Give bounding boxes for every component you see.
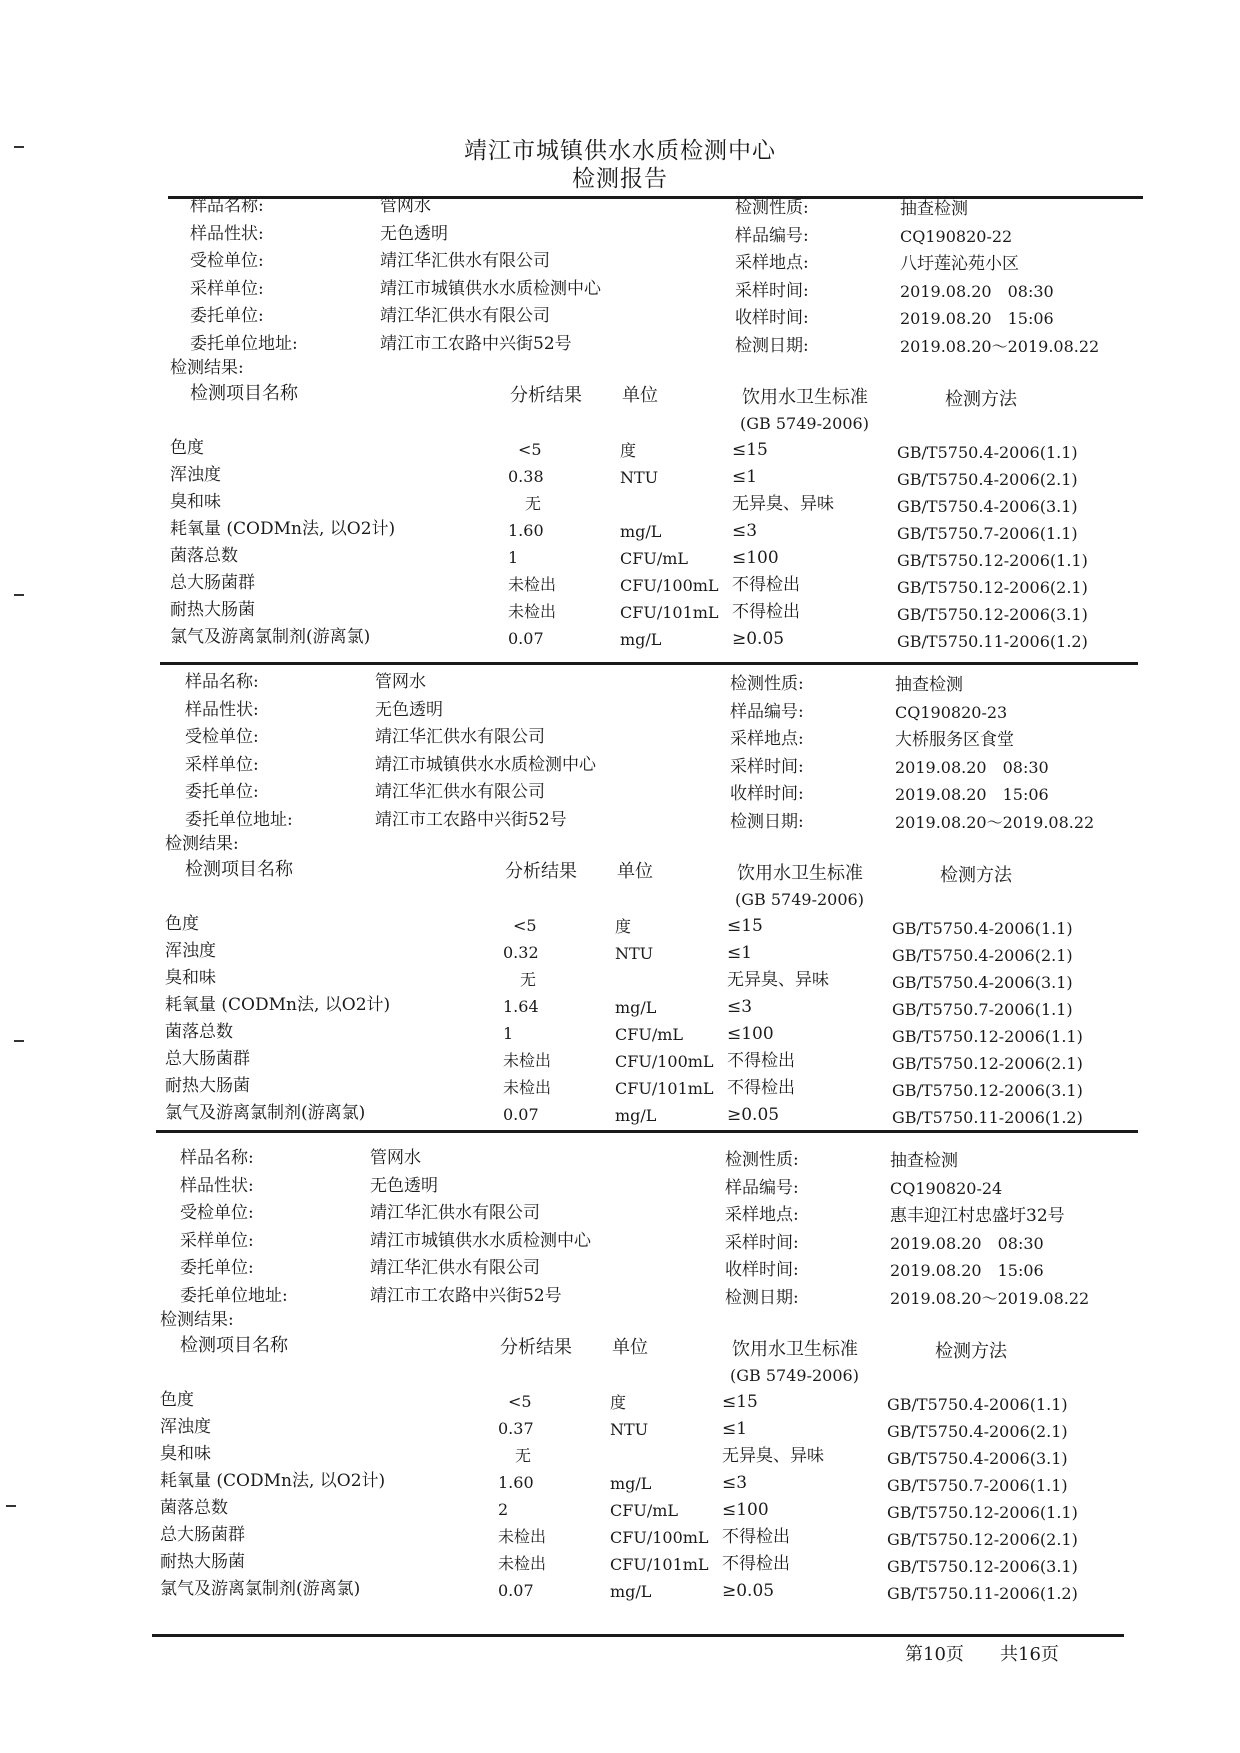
field-value: 靖江华汇供水有限公司 [370,1203,540,1223]
cell-result: 未检出 [498,1554,547,1573]
cell-method: GB/T5750.7-2006(1.1) [892,1000,1073,1019]
field-value: 抽查检测 [895,675,963,695]
field-label: 样品性状: [185,699,259,720]
section-divider [156,1130,1138,1133]
field-value: 惠丰迎江村忠盛圩32号 [890,1206,1065,1226]
cell-item: 色度 [170,438,204,458]
cell-result: <5 [518,440,542,459]
cell-method: GB/T5750.12-2006(3.1) [887,1557,1078,1576]
field-value: 靖江市城镇供水水质检测中心 [375,754,596,775]
cell-item: 浑浊度 [160,1417,211,1437]
field-value: 抽查检测 [890,1151,958,1171]
cell-method: GB/T5750.4-2006(2.1) [892,946,1073,965]
cell-item: 总大肠菌群 [170,573,255,593]
col-header-unit: 单位 [617,861,653,882]
cell-unit: CFU/100mL [615,1052,714,1071]
cell-item: 氯气及游离氯制剂(游离氯) [165,1103,366,1123]
cell-item: 耗氧量 (CODMn法, 以O2计) [170,519,396,539]
cell-std: 不得检出 [722,1527,790,1547]
cell-unit: CFU/101mL [620,603,719,622]
cell-result: 未检出 [503,1078,552,1097]
field-label: 检测日期: [735,335,809,356]
cell-std: 不得检出 [732,602,800,622]
cell-method: GB/T5750.11-2006(1.2) [892,1108,1083,1127]
cell-result: 无 [515,1446,532,1465]
page-total: 共16页 [1000,1644,1059,1665]
cell-std: ≥0.05 [727,1105,780,1125]
cell-item: 臭和味 [170,492,221,512]
field-label: 采样地点: [730,729,804,749]
cell-std: ≥0.05 [732,629,785,649]
cell-method: GB/T5750.12-2006(1.1) [897,551,1088,570]
cell-std: ≤1 [732,467,758,487]
field-value: 靖江市工农路中兴街52号 [375,809,567,830]
cell-method: GB/T5750.12-2006(2.1) [887,1530,1078,1549]
cell-item: 色度 [165,914,199,934]
cell-std: ≤100 [732,548,779,568]
field-label: 检测日期: [730,811,804,832]
cell-result: 无 [525,494,542,513]
col-header-method: 检测方法 [940,865,1012,886]
cell-std: ≤3 [727,997,753,1017]
field-label: 委托单位地址: [190,333,298,354]
cell-method: GB/T5750.4-2006(2.1) [897,470,1078,489]
field-label: 采样地点: [735,253,809,273]
cell-method: GB/T5750.12-2006(3.1) [897,605,1088,624]
field-label: 采样单位: [180,1230,254,1251]
field-label: 委托单位地址: [180,1285,288,1306]
cell-result: 0.07 [498,1581,534,1600]
cell-unit: mg/L [620,630,662,649]
field-label: 收样时间: [735,308,809,328]
cell-unit: 度 [615,917,632,936]
field-value: 靖江市城镇供水水质检测中心 [380,278,601,299]
cell-std: ≤100 [727,1024,774,1044]
cell-item: 耐热大肠菌 [170,600,255,620]
cell-item: 总大肠菌群 [160,1525,245,1545]
result-heading: 检测结果: [160,1310,234,1330]
cell-std: ≥0.05 [722,1581,775,1601]
cell-unit: CFU/mL [610,1501,679,1520]
binder-mark [14,1040,24,1042]
field-label: 委托单位: [180,1258,254,1278]
cell-item: 臭和味 [160,1444,211,1464]
col-header-std: 饮用水卫生标准 [732,1339,858,1360]
cell-item: 菌落总数 [165,1022,233,1042]
cell-unit: mg/L [615,998,657,1017]
cell-std: 不得检出 [722,1554,790,1574]
cell-std: ≤15 [732,440,768,460]
field-value: 管网水 [380,196,431,216]
field-label: 样品性状: [190,223,264,244]
cell-unit: mg/L [610,1582,652,1601]
col-header-result: 分析结果 [505,861,577,882]
field-label: 收样时间: [725,1260,799,1280]
cell-method: GB/T5750.4-2006(3.1) [897,497,1078,516]
field-value: 靖江市工农路中兴街52号 [370,1285,562,1306]
cell-result: 0.37 [498,1419,534,1438]
cell-result: 0.38 [508,467,544,486]
cell-unit: NTU [610,1420,649,1439]
cell-result: 未检出 [508,602,557,621]
result-heading: 检测结果: [170,358,244,378]
cell-method: GB/T5750.12-2006(2.1) [892,1054,1083,1073]
col-header-std: 饮用水卫生标准 [737,863,863,884]
cell-std: ≤1 [722,1419,748,1439]
field-value: 2019.08.20 08:30 [895,757,1049,777]
cell-result: 未检出 [503,1051,552,1070]
field-value: 2019.08.20～2019.08.22 [895,812,1095,832]
cell-item: 氯气及游离氯制剂(游离氯) [160,1579,361,1599]
field-value: 2019.08.20 15:06 [895,785,1049,804]
cell-item: 总大肠菌群 [165,1049,250,1069]
field-label: 委托单位: [190,306,264,326]
cell-method: GB/T5750.4-2006(3.1) [887,1449,1068,1468]
cell-result: 1 [503,1024,514,1043]
field-label: 采样单位: [185,754,259,775]
field-label: 样品名称: [190,196,264,216]
cell-method: GB/T5750.4-2006(1.1) [892,919,1073,938]
col-header-unit: 单位 [612,1337,648,1358]
cell-item: 臭和味 [165,968,216,988]
field-label: 采样时间: [735,280,809,301]
binder-mark [6,1505,16,1507]
field-value: 靖江华汇供水有限公司 [380,251,550,271]
field-label: 收样时间: [730,784,804,804]
col-header-method: 检测方法 [945,389,1017,410]
field-label: 样品编号: [735,225,809,246]
cell-result: 未检出 [498,1527,547,1546]
cell-std: ≤3 [732,521,758,541]
field-label: 采样时间: [725,1232,799,1253]
cell-result: 1 [508,548,519,567]
cell-item: 菌落总数 [170,546,238,566]
cell-item: 色度 [160,1390,194,1410]
field-label: 采样地点: [725,1205,799,1225]
cell-method: GB/T5750.12-2006(1.1) [887,1503,1078,1522]
section-divider [160,662,1138,665]
cell-std: 不得检出 [732,575,800,595]
field-value: CQ190820-22 [900,226,1013,246]
field-value: 无色透明 [380,223,448,244]
field-value: CQ190820-24 [890,1178,1003,1198]
cell-method: GB/T5750.12-2006(1.1) [892,1027,1083,1046]
field-value: 2019.08.20 15:06 [900,309,1054,328]
cell-result: 0.07 [508,629,544,648]
cell-result: <5 [508,1392,532,1411]
cell-method: GB/T5750.12-2006(2.1) [897,578,1088,597]
field-label: 委托单位: [185,782,259,802]
cell-method: GB/T5750.7-2006(1.1) [887,1476,1068,1495]
cell-unit: 度 [620,441,637,460]
field-label: 检测性质: [730,674,804,694]
cell-item: 浑浊度 [165,941,216,961]
cell-result: 1.60 [508,521,544,540]
cell-method: GB/T5750.11-2006(1.2) [897,632,1088,651]
col-header-std2: (GB 5749-2006) [730,1366,859,1385]
cell-std: 无异臭、异味 [722,1446,824,1466]
field-label: 样品编号: [725,1177,799,1198]
report-subtitle: 检测报告 [572,166,668,192]
cell-result: 1.64 [503,997,539,1016]
field-label: 检测性质: [735,198,809,218]
cell-std: 不得检出 [727,1051,795,1071]
cell-method: GB/T5750.11-2006(1.2) [887,1584,1078,1603]
field-value: 2019.08.20 08:30 [900,281,1054,301]
field-label: 样品编号: [730,701,804,722]
report-title: 靖江市城镇供水水质检测中心 [464,138,776,164]
cell-result: 2 [498,1500,509,1519]
divider-bottom [152,1634,1124,1637]
cell-unit: NTU [615,944,654,963]
field-value: 2019.08.20 15:06 [890,1261,1044,1280]
field-label: 受检单位: [190,251,264,271]
field-label: 采样时间: [730,756,804,777]
cell-std: ≤15 [727,916,763,936]
field-value: 靖江华汇供水有限公司 [370,1258,540,1278]
cell-method: GB/T5750.12-2006(3.1) [892,1081,1083,1100]
binder-mark [14,594,24,596]
cell-unit: CFU/101mL [610,1555,709,1574]
binder-mark [14,146,24,148]
cell-std: ≤100 [722,1500,769,1520]
col-header-std: 饮用水卫生标准 [742,387,868,408]
cell-method: GB/T5750.4-2006(1.1) [887,1395,1068,1414]
cell-std: 不得检出 [727,1078,795,1098]
field-label: 受检单位: [185,727,259,747]
cell-unit: CFU/101mL [615,1079,714,1098]
cell-item: 氯气及游离氯制剂(游离氯) [170,627,371,647]
cell-item: 耐热大肠菌 [165,1076,250,1096]
field-value: 八圩莲沁苑小区 [900,254,1019,274]
cell-unit: CFU/mL [620,549,689,568]
cell-method: GB/T5750.4-2006(2.1) [887,1422,1068,1441]
field-value: CQ190820-23 [895,702,1008,722]
col-header-method: 检测方法 [935,1341,1007,1362]
page-number: 第10页 [905,1644,964,1665]
cell-method: GB/T5750.4-2006(3.1) [892,973,1073,992]
field-value: 管网水 [370,1148,421,1168]
cell-result: <5 [513,916,537,935]
cell-method: GB/T5750.7-2006(1.1) [897,524,1078,543]
cell-item: 耗氧量 (CODMn法, 以O2计) [160,1471,386,1491]
cell-std: ≤1 [727,943,753,963]
field-value: 大桥服务区食堂 [895,730,1014,750]
field-value: 2019.08.20 08:30 [890,1233,1044,1253]
cell-unit: CFU/100mL [620,576,719,595]
col-header-result: 分析结果 [510,385,582,406]
field-value: 靖江华汇供水有限公司 [375,782,545,802]
field-label: 采样单位: [190,278,264,299]
cell-result: 1.60 [498,1473,534,1492]
field-value: 靖江华汇供水有限公司 [375,727,545,747]
field-value: 无色透明 [375,699,443,720]
col-header-item: 检测项目名称 [180,1335,288,1356]
field-label: 样品名称: [185,672,259,692]
cell-item: 耗氧量 (CODMn法, 以O2计) [165,995,391,1015]
field-value: 2019.08.20～2019.08.22 [900,336,1100,356]
cell-unit: mg/L [620,522,662,541]
col-header-item: 检测项目名称 [190,383,298,404]
cell-result: 未检出 [508,575,557,594]
cell-unit: CFU/100mL [610,1528,709,1547]
col-header-result: 分析结果 [500,1337,572,1358]
cell-std: ≤3 [722,1473,748,1493]
cell-unit: 度 [610,1393,627,1412]
cell-std: 无异臭、异味 [732,494,834,514]
field-value: 靖江市工农路中兴街52号 [380,333,572,354]
col-header-unit: 单位 [622,385,658,406]
field-label: 检测性质: [725,1150,799,1170]
field-label: 委托单位地址: [185,809,293,830]
col-header-item: 检测项目名称 [185,859,293,880]
cell-result: 无 [520,970,537,989]
cell-result: 0.32 [503,943,539,962]
cell-item: 耐热大肠菌 [160,1552,245,1572]
field-value: 靖江市城镇供水水质检测中心 [370,1230,591,1251]
cell-item: 菌落总数 [160,1498,228,1518]
result-heading: 检测结果: [165,834,239,854]
field-label: 检测日期: [725,1287,799,1308]
field-value: 2019.08.20～2019.08.22 [890,1288,1090,1308]
field-label: 样品名称: [180,1148,254,1168]
cell-unit: CFU/mL [615,1025,684,1044]
cell-result: 0.07 [503,1105,539,1124]
cell-unit: mg/L [610,1474,652,1493]
cell-std: 无异臭、异味 [727,970,829,990]
cell-unit: NTU [620,468,659,487]
cell-std: ≤15 [722,1392,758,1412]
field-label: 受检单位: [180,1203,254,1223]
field-label: 样品性状: [180,1175,254,1196]
col-header-std2: (GB 5749-2006) [740,414,869,433]
field-value: 无色透明 [370,1175,438,1196]
field-value: 抽查检测 [900,199,968,219]
cell-unit: mg/L [615,1106,657,1125]
field-value: 靖江华汇供水有限公司 [380,306,550,326]
col-header-std2: (GB 5749-2006) [735,890,864,909]
cell-item: 浑浊度 [170,465,221,485]
field-value: 管网水 [375,672,426,692]
cell-method: GB/T5750.4-2006(1.1) [897,443,1078,462]
